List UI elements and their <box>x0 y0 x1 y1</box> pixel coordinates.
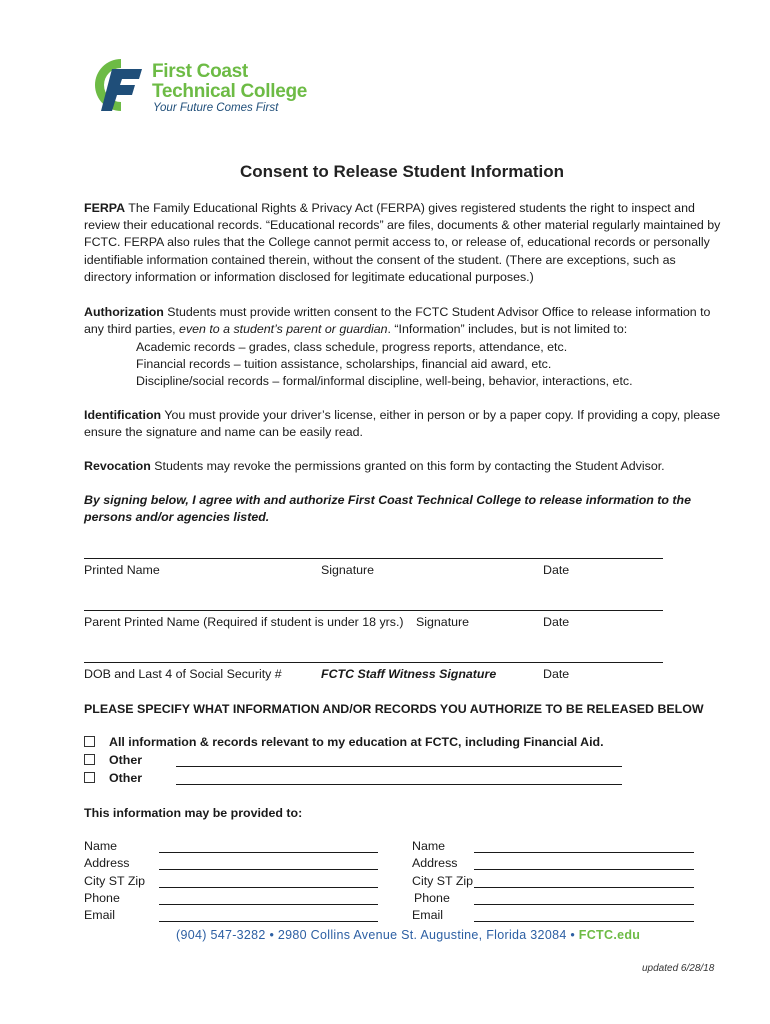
revocation-label: Revocation <box>84 459 151 473</box>
recipient2-phone-label: Phone <box>414 891 450 905</box>
logo-tagline: Your Future Comes First <box>153 102 279 114</box>
checkbox-other-2[interactable] <box>84 772 95 783</box>
recipient1-phone-label: Phone <box>84 891 120 905</box>
footer-contact-text: (904) 547-3282 • 2980 Collins Avenue St. Augustine, Florida 32084 • <box>176 928 579 942</box>
ferpa-label: FERPA <box>84 201 126 215</box>
parent-printed-name-label: Parent Printed Name (Required if student is under 18 yrs.) <box>84 615 404 629</box>
date-label-2: Date <box>543 615 570 629</box>
footer-contact <box>176 928 640 942</box>
other-2-line[interactable] <box>176 784 622 785</box>
authorization-paragraph <box>84 304 724 338</box>
other-1-line[interactable] <box>176 766 622 767</box>
recipient1-name-label: Name <box>84 839 118 853</box>
checkbox-other-1[interactable] <box>84 754 95 765</box>
recipient2-address-label: Address <box>412 856 458 870</box>
option-other-1-label: Other <box>109 753 143 767</box>
agreement-statement: By signing below, I agree with and authorize First Coast Technical College to release information to the persons and/or agencies listed. <box>84 493 692 525</box>
recipient2-name-label: Name <box>412 839 446 853</box>
dob-ssn-label: DOB and Last 4 of Social Security # <box>84 667 282 681</box>
printed-name-label: Printed Name <box>84 563 160 577</box>
recipient1-city-label: City ST Zip <box>84 874 146 888</box>
recipient1-name-line[interactable] <box>159 852 378 853</box>
provided-to-heading: This information may be provided to: <box>84 806 303 820</box>
recipient1-city-line[interactable] <box>159 887 378 888</box>
recipient1-address-label: Address <box>84 856 130 870</box>
updated-date: updated 6/28/18 <box>642 963 715 974</box>
staff-witness-signature-label: FCTC Staff Witness Signature <box>321 667 497 681</box>
authorization-text-italic: even to a student’s parent or guardian <box>179 322 388 337</box>
recipient2-city-line[interactable] <box>474 887 694 888</box>
option-other-2-label: Other <box>109 771 143 785</box>
fctc-logo-mark-icon <box>90 55 152 115</box>
authorization-text-a: Students must provide written consent to the FCTC Student Advisor Office to release information to any third parties, <box>84 305 711 337</box>
authorization-label: Authorization <box>84 305 164 319</box>
recipient2-address-line[interactable] <box>474 869 694 870</box>
date-label-3: Date <box>543 667 570 681</box>
identification-paragraph <box>84 407 724 441</box>
recipient2-name-line[interactable] <box>474 852 694 853</box>
recipient1-email-line[interactable] <box>159 921 378 922</box>
option-all-records[interactable] <box>84 734 604 751</box>
authorization-text-b: . “Information” includes, but is not limited to: <box>387 322 628 337</box>
signature-line-3[interactable] <box>84 662 663 663</box>
record-type-academic: Academic records – grades, class schedule, progress reports, attendance, etc. <box>136 340 568 354</box>
option-other-2[interactable] <box>84 770 142 787</box>
identification-label: Identification <box>84 408 162 422</box>
specify-records-heading: PLEASE SPECIFY WHAT INFORMATION AND/OR RECORDS YOU AUTHORIZE TO BE RELEASED BELOW <box>84 702 704 716</box>
record-type-discipline: Discipline/social records – formal/informal discipline, well-being, behavior, interactions, etc. <box>136 374 633 388</box>
option-other-1[interactable] <box>84 752 142 769</box>
option-all-records-label: All information & records relevant to my education at FCTC, including Financial Aid. <box>109 735 604 749</box>
recipient1-email-label: Email <box>84 908 115 922</box>
logo-name-line2: Technical College <box>152 81 308 102</box>
revocation-text: Students may revoke the permissions granted on this form by contacting the Student Advisor. <box>150 459 665 473</box>
recipient2-email-label: Email <box>412 908 443 922</box>
identification-text: You must provide your driver’s license, either in person or by a paper copy. If providing a copy, please ensure the signature and name can be easily read. <box>84 408 721 440</box>
recipient2-phone-line[interactable] <box>474 904 694 905</box>
footer-website-link[interactable]: FCTC.edu <box>578 928 641 942</box>
revocation-paragraph <box>84 458 724 475</box>
signature-label: Signature <box>321 563 375 577</box>
recipient1-address-line[interactable] <box>159 869 378 870</box>
date-label-1: Date <box>543 563 570 577</box>
logo-name-line1: First Coast <box>152 61 248 82</box>
checkbox-all-records[interactable] <box>84 736 95 747</box>
signature-line-1[interactable] <box>84 558 663 559</box>
recipient2-city-label: City ST Zip <box>412 874 474 888</box>
record-type-financial: Financial records – tuition assistance, scholarships, financial aid award, etc. <box>136 357 552 371</box>
page-title: Consent to Release Student Information <box>240 162 564 181</box>
ferpa-text: The Family Educational Rights & Privacy Act (FERPA) gives registered students the right to inspect and review their educational records. “Educational records” are files, documents & other material regularly maintained by FCTC. FERPA also rules that the College cannot permit access to, or release of, educational records or personally identifiable information contained therein, without the consent of the student. (There are exceptions, such as directory information or information disclosed for legitimate educational purposes.) <box>84 201 721 284</box>
ferpa-paragraph <box>84 200 724 286</box>
recipient1-phone-line[interactable] <box>159 904 378 905</box>
parent-signature-label: Signature <box>416 615 470 629</box>
recipient2-email-line[interactable] <box>474 921 694 922</box>
signature-line-2[interactable] <box>84 610 663 611</box>
